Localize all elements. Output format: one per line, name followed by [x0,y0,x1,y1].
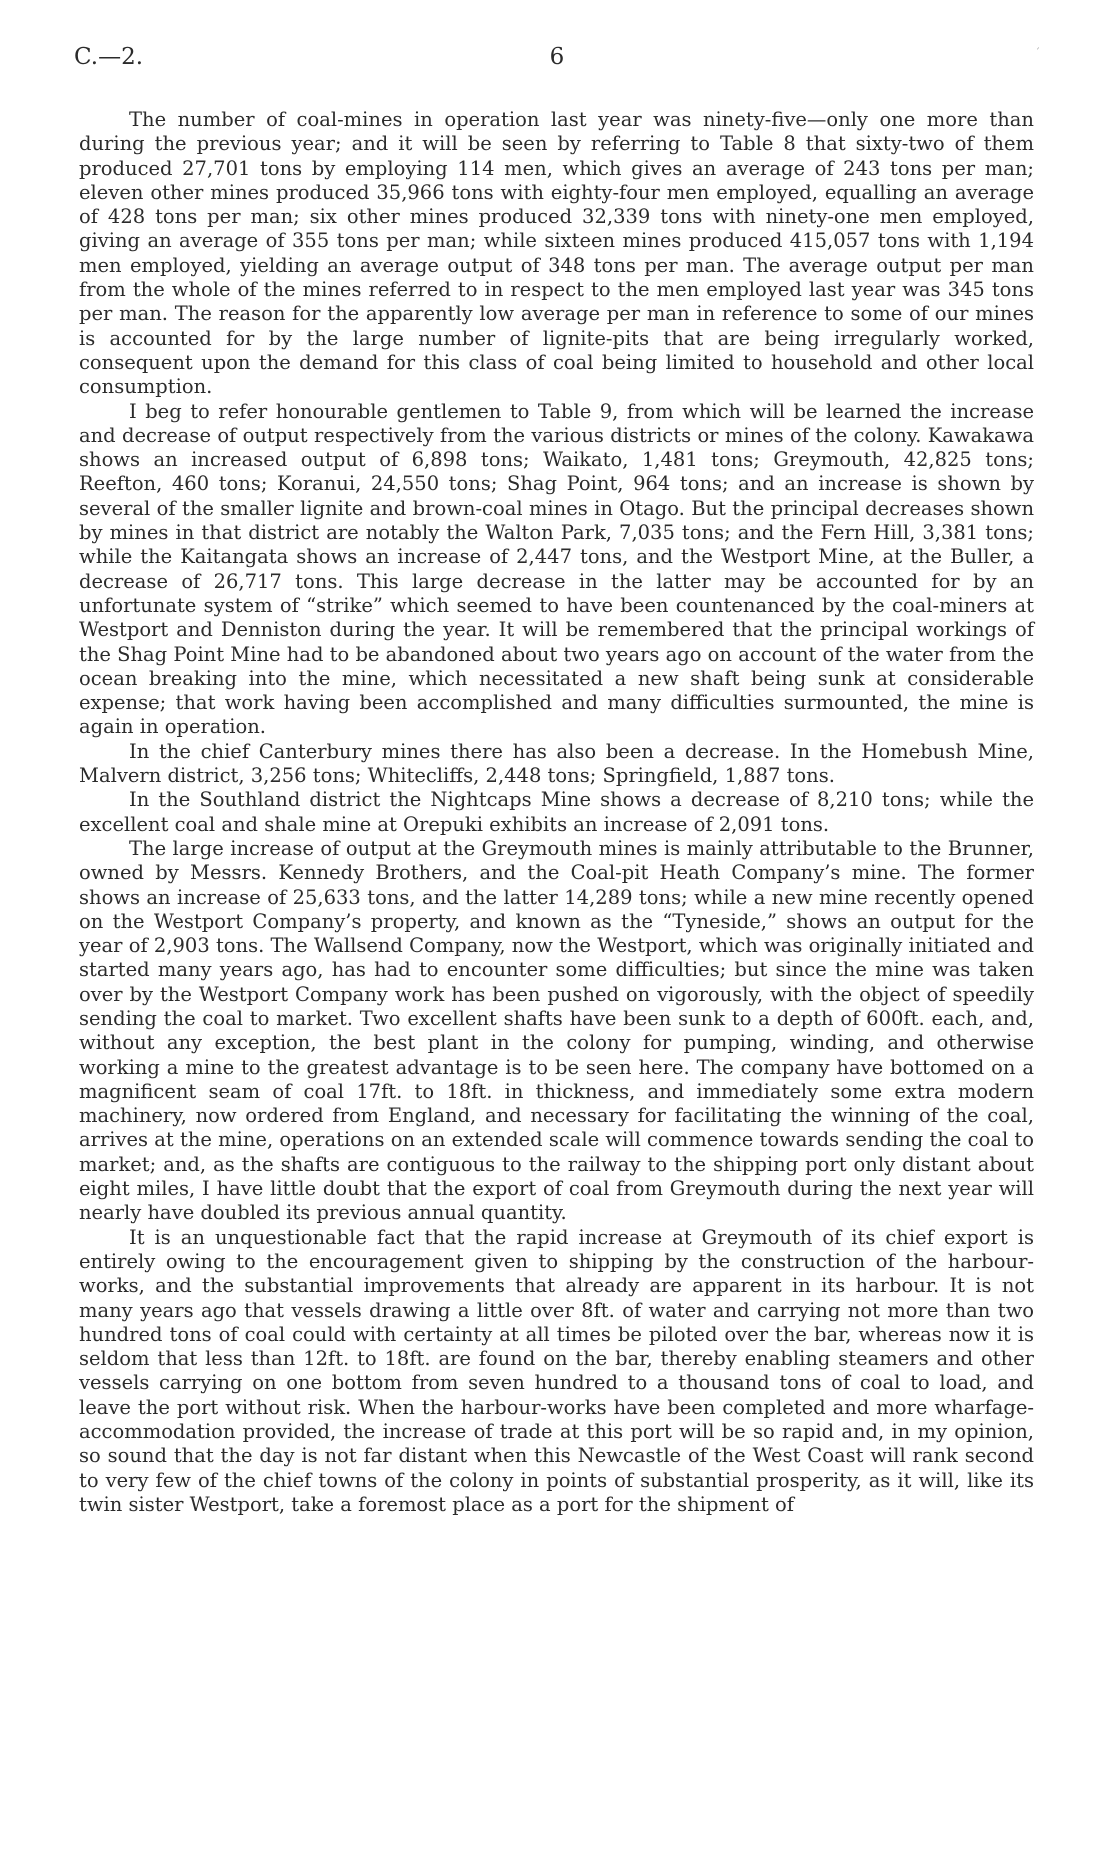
page-number: 6 [549,44,565,70]
paragraph-output-by-district: I beg to refer honourable gentlemen to Table 9, from which will be learned the increase and decrease of output respectively from the various districts or mines of the colony. Kawakawa shows an increased output of 6,898 tons; Waikato, 1,481 tons; Greymouth, 42,825 tons; Reefton, 460 tons; Koranui, 24,550 tons; Shag Point, 964 tons; and an increase is shown by several of the smaller lignite and brown-coal mines in Otago. But the principal decreases shown by mines in that district are notably the Walton Park, 7,035 tons; and the Fern Hill, 3,381 tons; while the Kaitangata shows an increase of 2,447 tons, and the Westport Mine, at the Buller, a decrease of 26,717 tons. This large decrease in the latter may be accounted for by an unfortunate system of “strike” which seemed to have been countenanced by the coal-miners at Westport and Denniston during the year. It will be remembered that the principal workings of the Shag Point Mine had to be abandoned about two years ago on account of the water from the ocean breaking into the mine, which necessitated a new shaft being sunk at considerable expense; that work having been accomplished and many difficulties surmounted, the mine is again in operation. [79,399,1034,739]
paragraph-greymouth-increase: The large increase of output at the Greymouth mines is mainly attributable to the Brunner, owned by Messrs. Kennedy Brothers, and the Coal-pit Heath Company’s mine. The former shows an increase of 25,633 tons, and the latter 14,289 tons; while a new mine recently opened on the Westport Company’s property, and known as the “Tyneside,” shows an output for the year of 2,903 tons. The Wallsend Company, now the Westport, which was originally initiated and started many years ago, has had to encounter some difficulties; but since the mine was taken over by the Westport Company work has been pushed on vigorously, with the object of speedily sending the coal to market. Two excellent shafts have been sunk to a depth of 600ft. each, and, without any exception, the best plant in the colony for pumping, winding, and otherwise working a mine to the greatest advantage is to be seen here. The company have bottomed on a magnificent seam of coal 17ft. to 18ft. in thickness, and immediately some extra modern machinery, now ordered from England, and necessary for facilitating the winning of the coal, arrives at the mine, operations on an extended scale will commence towards sending the coal to market; and, as the shafts are contiguous to the railway to the shipping port only distant about eight miles, I have little doubt that the export of coal from Greymouth during the next year will nearly have doubled its previous annual quantity. [79,836,1034,1225]
body-text [79,108,1034,1517]
paragraph-southland-district: In the Southland district the Nightcaps Mine shows a decrease of 8,210 tons; while the excellent coal and shale mine at Orepuki exhibits an increase of 2,091 tons. [79,788,1034,836]
paragraph-canterbury-mines: In the chief Canterbury mines there has also been a decrease. In the Homebush Mine, Malvern district, 3,256 tons; Whitecliffs, 2,448 tons; Springfield, 1,887 tons. [79,739,1034,788]
corner-mark: ´ [1035,48,1040,59]
paragraph-coal-mines-count: The number of coal-mines in operation last year was ninety-five—only one more than during the previous year; and it will be seen by referring to Table 8 that sixty-two of them produced 27,701 tons by employing 114 men, which gives an average of 243 tons per man; eleven other mines produced 35,966 tons with eighty-four men employed, equalling an average of 428 tons per man; six other mines produced 32,339 tons with ninety-one men employed, giving an average of 355 tons per man; while sixteen mines produced 415,057 tons with 1,194 men employed, yielding an average output of 348 tons per man. The average output per man from the whole of the mines referred to in respect to the men employed last year was 345 tons per man. The reason for the apparently low average per man in reference to some of our mines is accounted for by the large number of lignite-pits that are being irregularly worked, consequent upon the demand for this class of coal being limited to household and other local consumption. [79,108,1034,399]
page-header [74,44,1040,84]
paragraph-greymouth-harbour: It is an unquestionable fact that the rapid increase at Greymouth of its chief export is entirely owing to the encouragement given to shipping by the construction of the harbour-works, and the substantial improvements that already are apparent in its harbour. It is not many years ago that vessels drawing a little over 8ft. of water and carrying not more than two hundred tons of coal could with certainty at all times be piloted over the bar, whereas now it is seldom that less than 12ft. to 18ft. are found on the bar, thereby enabling steamers and other vessels carrying on one bottom from seven hundred to a thousand tons of coal to load, and leave the port without risk. When the harbour-works have been completed and more wharfage-accommodation provided, the increase of trade at this port will be so rapid and, in my opinion, so sound that the day is not far distant when this Newcastle of the West Coast will rank second to very few of the chief towns of the colony in points of substantial prosperity, as it will, like its twin sister Westport, take a foremost place as a port for the shipment of [79,1225,1034,1516]
document-reference: C.—2. [74,44,144,70]
